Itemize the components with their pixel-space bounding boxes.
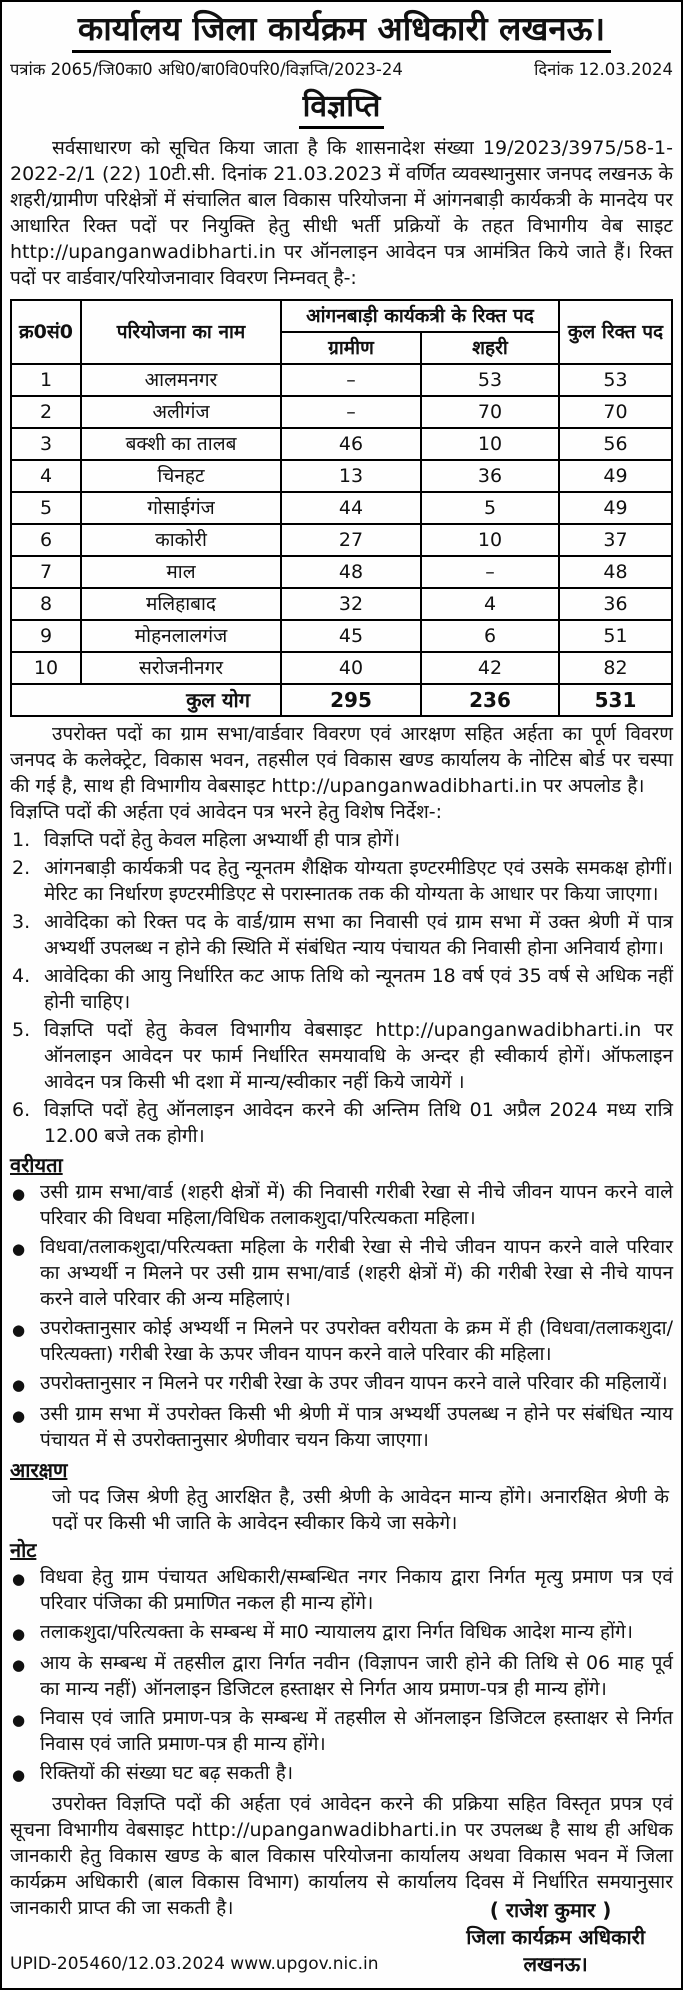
note-heading: नोट <box>10 1537 37 1562</box>
vacancy-table-head <box>11 300 672 364</box>
cell-sno: 1 <box>11 364 81 396</box>
instructions-heading: विज्ञप्ति पदों की अर्हता एवं आवेदन पत्र भरने हेतु विशेष निर्देश-: <box>10 800 443 823</box>
cell-project-name: मोहनलालगंज <box>81 620 281 652</box>
cell-urban: 6 <box>421 620 559 652</box>
instruction-number: 2. <box>12 856 31 879</box>
col-header-sno: क्र0सं0 <box>11 300 81 364</box>
table-row <box>11 492 672 524</box>
footer-row <box>10 1897 673 1978</box>
letter-meta-row <box>10 57 673 80</box>
cell-project-name: काकोरी <box>81 524 281 556</box>
priority-item <box>10 1401 673 1453</box>
table-row <box>11 524 672 556</box>
cell-urban: 5 <box>421 492 559 524</box>
cell-sno: 4 <box>11 460 81 492</box>
instruction-text: विज्ञप्ति पदों हेतु केवल महिला अभ्यार्थी ही पात्र होगें। <box>44 828 401 851</box>
cell-project-name: गोसाईगंज <box>81 492 281 524</box>
cell-urban: 10 <box>421 428 559 460</box>
vacancy-table <box>10 299 673 717</box>
priority-heading: वरीयता <box>10 1152 63 1177</box>
reservation-paragraph <box>10 1484 673 1536</box>
upid-text: UPID-205460/12.03.2024 www.upgov.nic.in <box>10 1953 379 1974</box>
note-item <box>10 1760 673 1788</box>
instructions-list <box>10 827 673 1149</box>
cell-sno: 9 <box>11 620 81 652</box>
col-header-vacant-group: आंगनबाड़ी कार्यकत्री के रिक्त पद <box>281 300 559 332</box>
priority-text: विधवा/तलाकशुदा/परित्यक्ता महिला के गरीबी रेखा से नीचे जीवन यापन करने वाले परिवार का अभ्यर्थी न मिलने पर उसी ग्राम सभा/वार्ड (शहरी क्षेत्रों में) की गरीबी रेखा से नीचे यापन करने वाले परिवार की अन्य महिलाएं। <box>40 1235 673 1310</box>
col-header-total: कुल रिक्त पद <box>559 300 672 364</box>
cell-urban: 10 <box>421 524 559 556</box>
cell-project-name: मलिहाबाद <box>81 588 281 620</box>
cell-rural: 48 <box>281 556 421 588</box>
instruction-number: 4. <box>12 964 31 987</box>
reservation-heading: आरक्षण <box>10 1457 68 1482</box>
col-header-rural: ग्रामीण <box>281 332 421 364</box>
priority-list <box>10 1179 673 1453</box>
cell-urban: – <box>421 556 559 588</box>
table-row <box>11 364 672 396</box>
cell-urban: 42 <box>421 652 559 684</box>
note-text: तलाकशुदा/परित्यक्ता के सम्बन्ध में मा0 न्यायालय द्वारा निर्गत विधिक आदेश मान्य होंगे। <box>40 1620 633 1643</box>
cell-project-name: सरोजनीनगर <box>81 652 281 684</box>
instruction-item <box>10 855 673 907</box>
cell-project-name: चिनहट <box>81 460 281 492</box>
cell-sno: 3 <box>11 428 81 460</box>
cell-urban: 36 <box>421 460 559 492</box>
cell-project-name: आलमनगर <box>81 364 281 396</box>
bullet-icon: ● <box>12 1320 26 1339</box>
vacancy-table-body <box>11 364 672 684</box>
priority-item <box>10 1315 673 1367</box>
priority-text: उपरोक्तानुसार कोई अभ्यर्थी न मिलने पर उपरोक्त वरीयता के क्रम में ही (विधवा/तलाकशुदा/परित्यक्ता) गरीबी रेखा के ऊपर जीवन यापन करने वाले परिवार की महिला। <box>40 1316 673 1365</box>
signature-block <box>466 1897 673 1978</box>
bullet-icon: ● <box>12 1184 26 1203</box>
cell-rural: 40 <box>281 652 421 684</box>
note-text: रिक्तियों की संख्या घट बढ़ सकती है। <box>40 1761 294 1784</box>
cell-project-name: बक्शी का तालब <box>81 428 281 460</box>
cell-rural: 45 <box>281 620 421 652</box>
instruction-number: 5. <box>12 1018 31 1041</box>
instruction-text: विज्ञप्ति पदों हेतु केवल विभागीय वेबसाइट http://upanganwadibharti.in पर ऑनलाइन आवेदन पर फार्म निर्धारित समयावधि के अन्दर ही स्वीकार्य होगें। ऑफलाइन आवेदन पत्र किसी भी दशा में मान्य/स्वीकार नहीं किये जायेगें । <box>44 1018 673 1093</box>
cell-total: 82 <box>559 652 672 684</box>
priority-item <box>10 1370 673 1398</box>
note-text: आय के सम्बन्ध में तहसील द्वारा निर्गत नवीन (विज्ञापन जारी होने की तिथि से 06 माह पूर्व का मान्य नहीं) ऑनलाइन डिजिटल हस्ताक्षर से निर्गत आय प्रमाण-पत्र ही मान्य होंगे। <box>40 1651 673 1700</box>
cell-project-name: माल <box>81 556 281 588</box>
bullet-icon: ● <box>12 1710 26 1729</box>
cell-sno: 6 <box>11 524 81 556</box>
table-row <box>11 588 672 620</box>
note-item <box>10 1564 673 1616</box>
closing-paragraph: उपरोक्त विज्ञप्ति पदों की अर्हता एवं आवेदन करने की प्रक्रिया सहित विस्तृत प्रपत्र एवं सूचना विभागीय वेबसाइट http://upanganwadibharti.in पर उपलब्ध है साथ ही अधिक जानकारी हेतु विकास खण्ड के बाल विकास परियोजना कार्यालय अथवा विकास भवन में जिला कार्यक्रम अधिकारी (बाल विकास विभाग) कार्यालय से कार्यालय दिवस में निर्धारित समयानुसार जानकारी प्राप्त की जा सकती है। <box>10 1792 673 1919</box>
bullet-icon: ● <box>12 1406 26 1425</box>
table-total-row <box>11 684 672 716</box>
cell-total: 37 <box>559 524 672 556</box>
priority-text: उसी ग्राम सभा/वार्ड (शहरी क्षेत्रों में) की निवासी गरीबी रेखा से नीचे जीवन यापन करने वाले परिवार की विधवा महिला/विधिक तलाकशुदा/परित्यकता महिला। <box>40 1180 673 1229</box>
priority-item <box>10 1179 673 1231</box>
cell-total: 53 <box>559 364 672 396</box>
cell-sno: 10 <box>11 652 81 684</box>
bullet-icon: ● <box>12 1375 26 1394</box>
cell-rural: 44 <box>281 492 421 524</box>
cell-rural: 46 <box>281 428 421 460</box>
note-text: निवास एवं जाति प्रमाण-पत्र के सम्बन्ध में तहसील से ऑनलाइन डिजिटल हस्ताक्षर से निर्गत निवास एवं जाति प्रमाण-पत्र ही मान्य होंगे। <box>40 1706 673 1755</box>
note-item <box>10 1650 673 1702</box>
note-text: विधवा हेतु ग्राम पंचायत अधिकारी/सम्बन्धित नगर निकाय द्वारा निर्गत मृत्यु प्रमाण पत्र एवं परिवार पंजिका की प्रमाणित नकल ही मान्य होंगे। <box>40 1565 673 1614</box>
table-row <box>11 428 672 460</box>
intro-paragraph: सर्वसाधारण को सूचित किया जाता है कि शासनादेश संख्या 19/2023/3975/58-1-2022-2/1 (22) 10टी.सी. दिनांक 21.03.2023 में वर्णित व्यवस्थानुसार जनपद लखनऊ के शहरी/ग्रामीण परिक्षेत्रों में संचालित बाल विकास परियोजना में आंगनबाड़ी कार्यकत्री के मानदेय पर आधारित रिक्त पदों पर नियुक्ति हेतु सीधी भर्ती प्रक्रियों के तहत विभागीय वेब साइट http://upanganwadibharti.in पर ऑनलाइन आवेदन पत्र आमंत्रित किये जाते हैं। रिक्त पदों पर वार्डवार/परियोजनावार विवरण निम्नवत् है-: <box>10 136 673 289</box>
instruction-item <box>10 1017 673 1095</box>
cell-total: 70 <box>559 396 672 428</box>
bullet-icon: ● <box>12 1569 26 1588</box>
total-label: कुल योग <box>11 684 281 716</box>
cell-rural: 27 <box>281 524 421 556</box>
cell-urban: 53 <box>421 364 559 396</box>
cell-total: 56 <box>559 428 672 460</box>
signatory-place: लखनऊ। <box>523 1951 588 1976</box>
notice-title-text: विज्ञप्ति <box>299 84 385 129</box>
instruction-number: 6. <box>12 1098 31 1121</box>
notice-title <box>10 84 673 129</box>
bullet-icon: ● <box>12 1239 26 1258</box>
office-title <box>10 8 673 53</box>
total-rural: 295 <box>281 684 421 716</box>
table-row <box>11 460 672 492</box>
col-header-urban: शहरी <box>421 332 559 364</box>
office-title-text: कार्यालय जिला कार्यक्रम अधिकारी लखनऊ। <box>72 10 611 53</box>
bullet-icon: ● <box>12 1655 26 1674</box>
cell-sno: 8 <box>11 588 81 620</box>
letter-date: दिनांक 12.03.2024 <box>534 59 673 79</box>
signatory-designation: जिला कार्यक्रम अधिकारी <box>466 1924 645 1949</box>
after-table-paragraph: उपरोक्त पदों का ग्राम सभा/वार्डवार विवरण एवं आरक्षण सहित अर्हता का पूर्ण विवरण जनपद के कलेक्ट्रेट, विकास भवन, तहसील एवं विकास खण्ड कार्यालय के नोटिस बोर्ड पर चस्पा की गई है, साथ ही विभागीय वेबसाइट http://upanganwadibharti.in पर अपलोड है। <box>10 722 673 797</box>
total-urban: 236 <box>421 684 559 716</box>
bullet-icon: ● <box>12 1765 26 1784</box>
cell-project-name: अलीगंज <box>81 396 281 428</box>
table-row <box>11 396 672 428</box>
cell-urban: 70 <box>421 396 559 428</box>
note-item <box>10 1619 673 1647</box>
cell-total: 48 <box>559 556 672 588</box>
cell-total: 51 <box>559 620 672 652</box>
instruction-item <box>10 909 673 961</box>
col-header-project: परियोजना का नाम <box>81 300 281 364</box>
letter-number: पत्रांक 2065/जि0का0 अधि0/बा0वि0परि0/विज्ञप्ति/2023-24 <box>10 59 403 79</box>
bullet-icon: ● <box>12 1624 26 1643</box>
instruction-text: आवेदिका की आयु निर्धारित कट आफ तिथि को न्यूनतम 18 वर्ष एवं 35 वर्ष से अधिक नहीं होनी चाहिए। <box>44 964 673 1013</box>
priority-text: उसी ग्राम सभा में उपरोक्त किसी भी श्रेणी में पात्र अभ्यर्थी उपलब्ध न होने पर संबंधित न्याय पंचायत में से उपरोक्तानुसार श्रेणीवार चयन किया जाएगा। <box>40 1402 673 1451</box>
note-list <box>10 1564 673 1788</box>
instruction-item <box>10 827 673 853</box>
cell-sno: 7 <box>11 556 81 588</box>
cell-sno: 2 <box>11 396 81 428</box>
table-row <box>11 620 672 652</box>
cell-urban: 4 <box>421 588 559 620</box>
priority-item <box>10 1234 673 1312</box>
note-item <box>10 1705 673 1757</box>
total-overall: 531 <box>559 684 672 716</box>
instruction-item <box>10 963 673 1015</box>
cell-total: 49 <box>559 492 672 524</box>
table-row <box>11 556 672 588</box>
table-row <box>11 652 672 684</box>
priority-text: उपरोक्तानुसार न मिलने पर गरीबी रेखा के उपर जीवन यापन करने वाले परिवार की महिलायें। <box>40 1371 668 1394</box>
cell-total: 36 <box>559 588 672 620</box>
instruction-item <box>10 1097 673 1149</box>
cell-rural: 13 <box>281 460 421 492</box>
signatory-name: ( राजेश कुमार ) <box>489 1897 612 1922</box>
instruction-number: 3. <box>12 910 31 933</box>
cell-rural: – <box>281 396 421 428</box>
instruction-text: आवेदिका को रिक्त पद के वार्ड/ग्राम सभा का निवासी एवं ग्राम सभा में उक्त श्रेणी में पात्र अभ्यर्थी उपलब्ध न होने की स्थिति में संबंधित न्याय पंचायत की निवासी होना अनिवार्य होगा। <box>44 910 673 959</box>
instruction-text: आंगनबाड़ी कार्यकत्री पद हेतु न्यूनतम शैक्षिक योग्यता इण्टरमीडिएट एवं उसके समकक्ष होगीं। मेरिट का निर्धारण इण्टरमीडिएट से परास्नातक तक की योग्यता के आधार पर किया जाएगा। <box>44 856 673 905</box>
instruction-number: 1. <box>12 828 31 851</box>
cell-total: 49 <box>559 460 672 492</box>
cell-sno: 5 <box>11 492 81 524</box>
cell-rural: 32 <box>281 588 421 620</box>
reservation-text: जो पद जिस श्रेणी हेतु आरक्षित है, उसी श्रेणी के आवेदन मान्य होंगे। अनारक्षित श्रेणी के पदों पर किसी भी जाति के आवेदन स्वीकार किये जा सकेगे। <box>52 1485 669 1534</box>
cell-rural: – <box>281 364 421 396</box>
instruction-text: विज्ञप्ति पदों हेतु ऑनलाइन आवेदन करने की अन्तिम तिथि 01 अप्रैल 2024 मध्य रात्रि 12.00 बजे तक होगी। <box>44 1098 673 1147</box>
